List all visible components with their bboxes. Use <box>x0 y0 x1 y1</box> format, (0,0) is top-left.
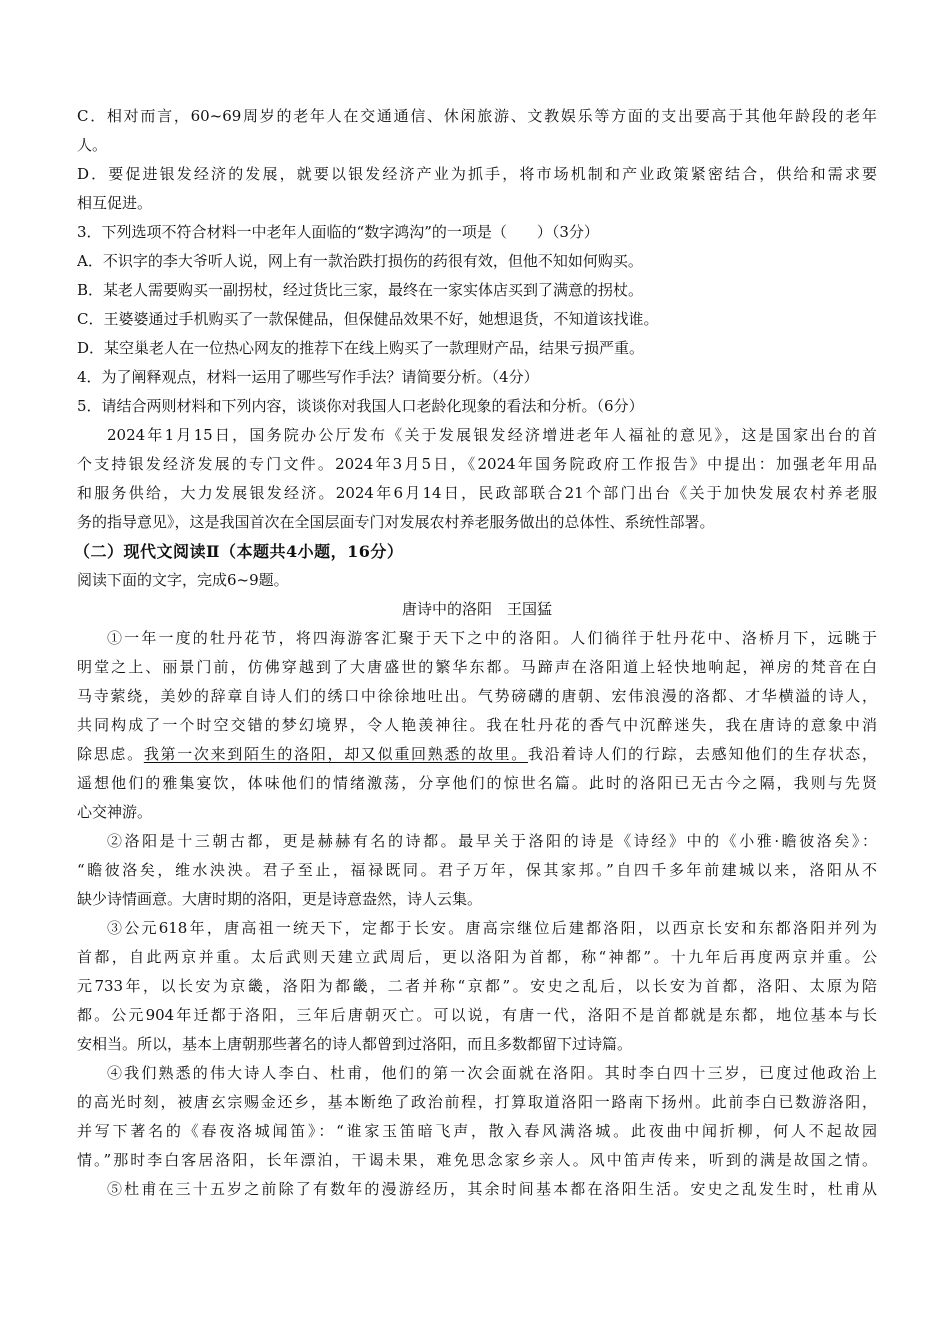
q3-option-c: C．王婆婆通过手机购买了一款保健品，但保健品效果不好，她想退货，不知道该找谁。 <box>77 310 659 328</box>
article-p2-line2: “瞻彼洛矣，维水泱泱。君子至止，福禄既同。君子万年，保其家邦。”自四千多年前建城以来，洛阳从不 <box>77 861 877 879</box>
article-p1-line1: ①一年一度的牡丹花节，将四海游客汇聚于天下之中的洛阳。人们徜徉于牡丹花中、洛桥月下，远眺于 <box>107 629 877 647</box>
q4-stem: 4．为了阐释观点，材料一运用了哪些写作手法？请简要分析。（4分） <box>77 368 539 386</box>
section-heading: （二）现代文阅读Ⅱ（本题共4小题，16分） <box>74 542 404 561</box>
article-p3-line2: 首都，自此两京并重。太后武则天建立武周后，更以洛阳为首都，称“神都”。十九年后再度两京并重。公 <box>77 948 877 966</box>
article-p3-line5: 安相当。所以，基本上唐朝那些著名的诗人都曾到过洛阳，而且多数都留下过诗篇。 <box>77 1035 633 1053</box>
q3-stem: 3．下列选项不符合材料一中老年人面临的“数字鸿沟”的一项是（ ）（3分） <box>77 223 599 241</box>
q5-stem: 5．请结合两则材料和下列内容，谈谈你对我国人口老龄化现象的看法和分析。（6分） <box>77 397 644 415</box>
article-p1-line5 <box>77 740 877 769</box>
article-p1-line5-end: 我沿着诗人们的行踪，去感知他们的生存状态， <box>527 745 877 763</box>
article-p5-line1: ⑤杜甫在三十五岁之前除了有数年的漫游经历，其余时间基本都在洛阳生活。安史之乱发生时，杜甫从 <box>107 1180 877 1198</box>
q5-material-line3: 和服务供给，大力发展银发经济。2024年6月14日，民政部联合21个部门出台《关于加快发展农村养老服 <box>77 484 877 502</box>
q2-option-d-line1: D．要促进银发经济的发展，就要以银发经济产业为抓手，将市场机制和产业政策紧密结合，供给和需求要 <box>77 165 877 183</box>
article-p4-line3: 并写下著名的《春夜洛城闻笛》：“谁家玉笛暗飞声，散入春风满洛城。此夜曲中闻折柳，何人不起故园 <box>77 1122 877 1140</box>
underlined-sentence: 我第一次来到陌生的洛阳，却又似重回熟悉的故里。 <box>143 745 528 763</box>
article-p1-line3: 马寺萦绕，美妙的辞章自诗人们的绣口中徐徐地吐出。气势磅礴的唐朝、宏伟浪漫的洛都、才华横溢的诗人， <box>77 687 877 705</box>
article-title: 唐诗中的洛阳 王国猛 <box>401 600 552 618</box>
article-p1-line2: 明堂之上、丽景门前，仿佛穿越到了大唐盛世的繁华东都。马蹄声在洛阳道上轻快地响起，禅房的梵音在白 <box>77 658 877 676</box>
article-p1-line5-start: 除思虑。 <box>77 745 144 763</box>
article-p4-line2: 的高光时刻，被唐玄宗赐金还乡，基本断绝了政治前程，打算取道洛阳一路南下扬州。此前李白已数游洛阳， <box>77 1093 877 1111</box>
q5-material-line4: 务的指导意见》，这是我国首次在全国层面专门对发展农村养老服务做出的总体性、系统性部署。 <box>77 513 715 531</box>
q2-option-d-line2: 相互促进。 <box>77 194 153 212</box>
article-p1-line6: 遥想他们的雅集宴饮，体味他们的情绪激荡，分享他们的惊世名篇。此时的洛阳已无古今之隔，我则与先贤 <box>77 774 877 792</box>
q2-option-c-line1: C．相对而言，60~69周岁的老年人在交通通信、休闲旅游、文教娱乐等方面的支出要高于其他年龄段的老年 <box>77 107 877 125</box>
page-content <box>74 102 877 1204</box>
article-p4-line4: 情。”那时李白客居洛阳，长年漂泊，干谒未果，难免思念家乡亲人。风中笛声传来，听到的满是故国之情。 <box>77 1151 877 1169</box>
article-p2-line3: 缺少诗情画意。大唐时期的洛阳，更是诗意盎然，诗人云集。 <box>77 890 483 908</box>
q5-material-line1: 2024年1月15日，国务院办公厅发布《关于发展银发经济增进老年人福祉的意见》，这是国家出台的首 <box>107 426 877 444</box>
q3-option-a: A．不识字的李大爷听人说，网上有一款治跌打损伤的药很有效，但他不知如何购买。 <box>77 252 643 270</box>
section-instruction: 阅读下面的文字，完成6~9题。 <box>77 571 289 589</box>
q2-option-c-line2: 人。 <box>77 136 108 154</box>
article-p1-line4: 共同构成了一个时空交错的梦幻境界，令人艳羡神往。我在牡丹花的香气中沉醉迷失，我在唐诗的意象中消 <box>77 716 877 734</box>
article-p3-line1: ③公元618年，唐高祖一统天下，定都于长安。唐高宗继位后建都洛阳，以西京长安和东都洛阳并列为 <box>107 919 877 937</box>
q3-option-b: B．某老人需要购买一副拐杖，经过货比三家，最终在一家实体店买到了满意的拐杖。 <box>77 281 644 299</box>
article-p3-line4: 都。公元904年迁都于洛阳，三年后唐朝灭亡。可以说，有唐一代，洛阳不是首都就是东都，地位基本与长 <box>77 1006 877 1024</box>
article-p4-line1: ④我们熟悉的伟大诗人李白、杜甫，他们的第一次会面就在洛阳。其时李白四十三岁，已度过他政治上 <box>107 1064 877 1082</box>
article-p1-line7: 心交神游。 <box>77 803 153 821</box>
article-p2-line1: ②洛阳是十三朝古都，更是赫赫有名的诗都。最早关于洛阳的诗是《诗经》中的《小雅·瞻彼洛矣》： <box>107 832 877 850</box>
q5-material-line2: 个支持银发经济发展的专门文件。2024年3月5日，《2024年国务院政府工作报告》中提出：加强老年用品 <box>77 455 877 473</box>
q3-option-d: D．某空巢老人在一位热心网友的推荐下在线上购买了一款理财产品，结果亏损严重。 <box>77 339 645 357</box>
article-p3-line3: 元733年，以长安为京畿，洛阳为都畿，二者并称“京都”。安史之乱后，以长安为首都，洛阳、太原为陪 <box>77 977 877 995</box>
